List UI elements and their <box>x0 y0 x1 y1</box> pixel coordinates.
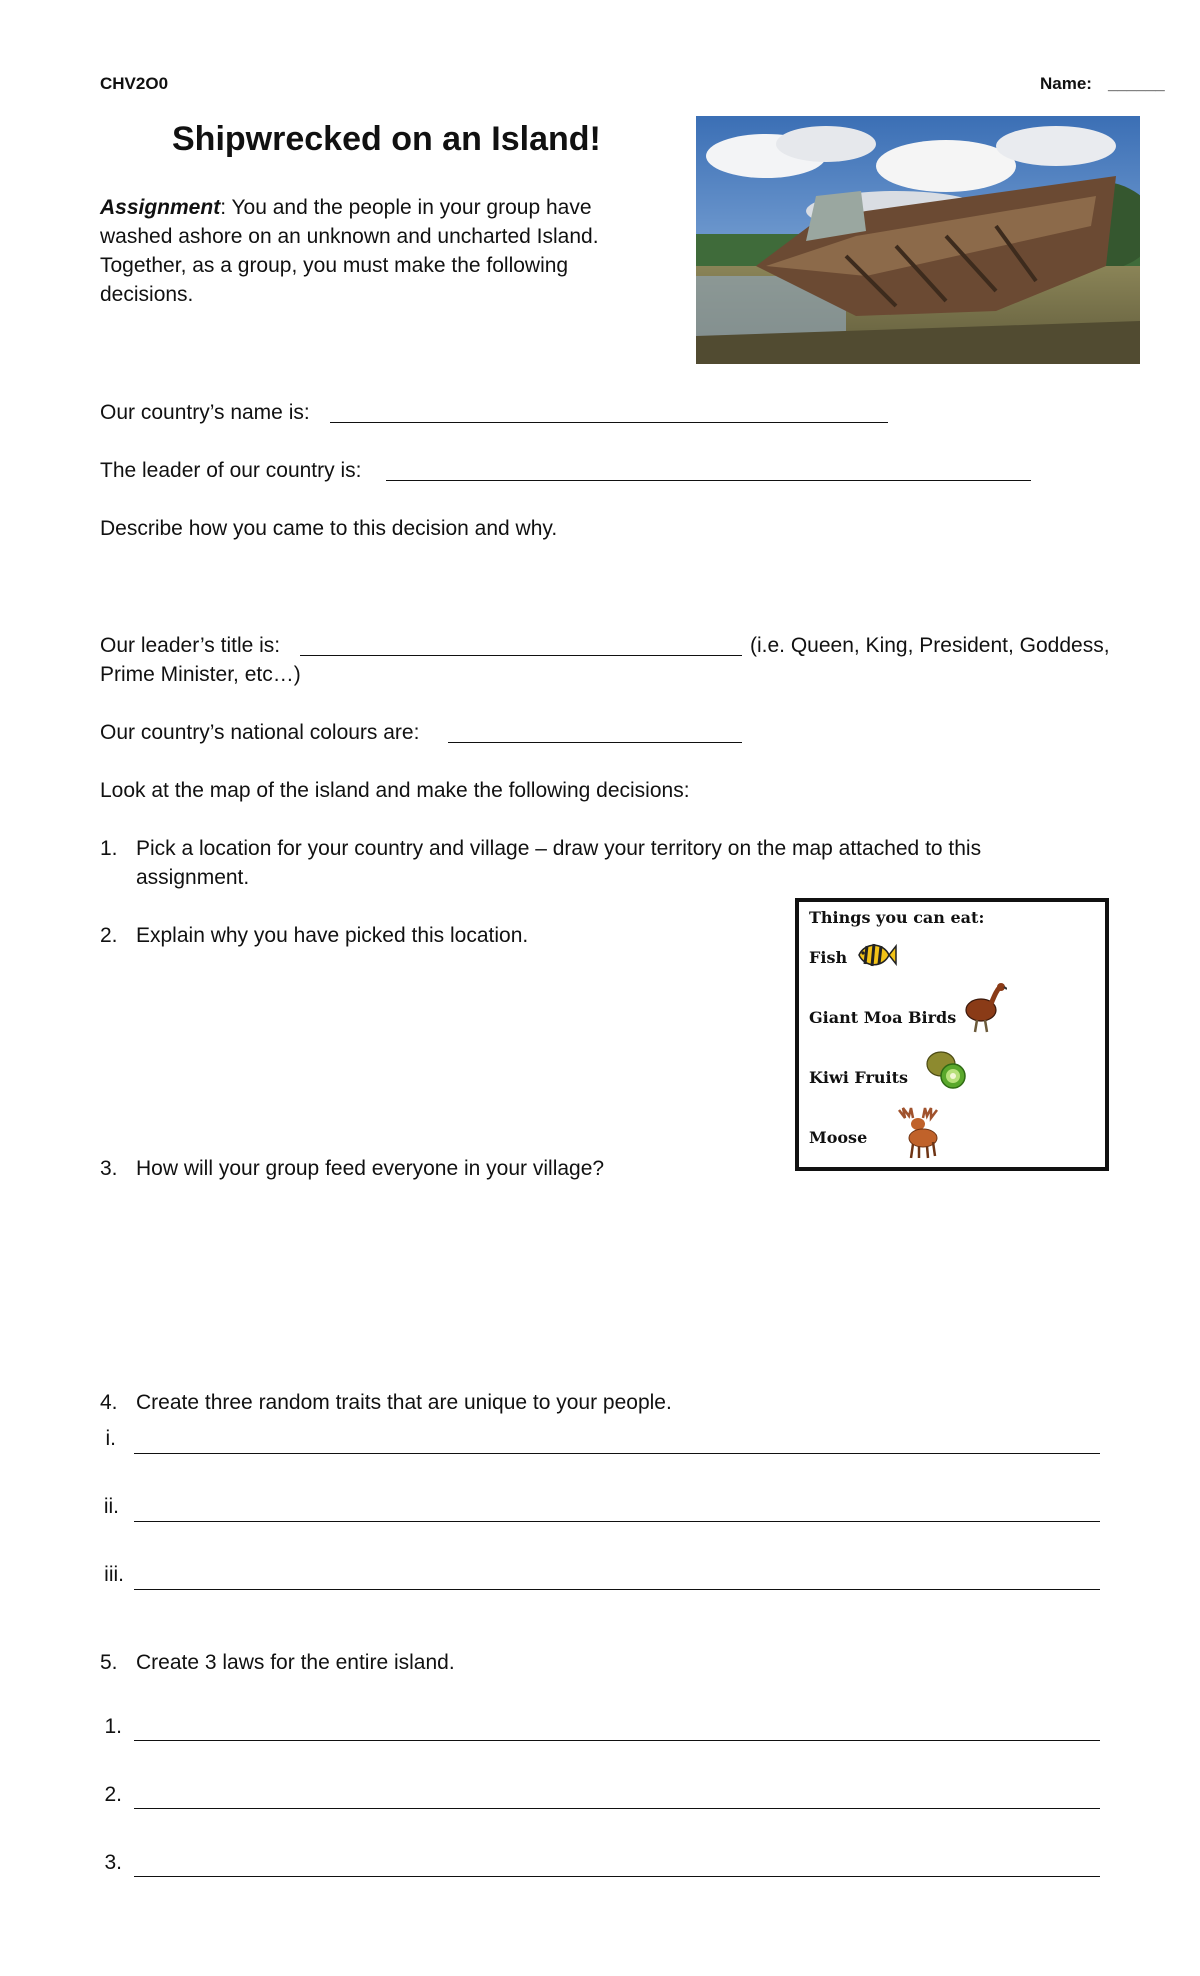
law-numeral-1: 1. <box>104 1715 122 1738</box>
assignment-paragraph <box>100 193 599 309</box>
kiwi-fruit-icon <box>925 1048 969 1092</box>
fish-icon <box>855 938 897 972</box>
question-5-number: 5. <box>100 1651 118 1674</box>
question-2-text: Explain why you have picked this location. <box>136 924 529 947</box>
national-colours-label: Our country’s national colours are: <box>100 721 420 744</box>
describe-decision-prompt: Describe how you came to this decision and why. <box>100 517 558 540</box>
trait-numeral-3: iii. <box>104 1563 124 1586</box>
trait-2-blank[interactable] <box>134 1521 1100 1522</box>
page-title: Shipwrecked on an Island! <box>172 120 601 158</box>
national-colours-blank[interactable] <box>448 742 742 743</box>
food-item-moose: Moose <box>809 1128 868 1147</box>
trait-numeral-1: i. <box>105 1427 116 1450</box>
leader-label: The leader of our country is: <box>100 459 362 482</box>
leader-blank[interactable] <box>386 480 1031 481</box>
leader-title-hint-cont: Prime Minister, etc…) <box>100 663 301 686</box>
question-3-text: How will your group feed everyone in your village? <box>136 1157 605 1180</box>
food-item-moa: Giant Moa Birds <box>809 1008 957 1027</box>
question-5-text: Create 3 laws for the entire island. <box>136 1651 455 1674</box>
question-2-number: 2. <box>100 924 118 947</box>
law-3-blank[interactable] <box>134 1876 1100 1877</box>
assignment-line-3: Together, as a group, you must make the following <box>100 254 569 277</box>
law-numeral-2: 2. <box>104 1783 122 1806</box>
law-2-blank[interactable] <box>134 1808 1100 1809</box>
food-item-kiwi: Kiwi Fruits <box>809 1068 909 1087</box>
food-box-title: Things you can eat: <box>809 908 985 927</box>
name-label: Name: <box>1040 74 1092 93</box>
question-1-line-2: assignment. <box>136 866 250 889</box>
assignment-line-4: decisions. <box>100 283 194 306</box>
trait-numeral-2: ii. <box>103 1495 119 1518</box>
law-numeral-3: 3. <box>104 1851 122 1874</box>
question-1-line-1: Pick a location for your country and village – draw your territory on the map attached to this <box>136 837 982 860</box>
trait-3-blank[interactable] <box>134 1589 1100 1590</box>
food-box <box>795 898 1109 1171</box>
question-4-text: Create three random traits that are unique to your people. <box>136 1391 672 1414</box>
leader-title-label: Our leader’s title is: <box>100 634 281 657</box>
course-code: CHV2O0 <box>100 74 169 93</box>
assignment-line-1: : You and the people in your group have <box>220 196 592 219</box>
question-1-number: 1. <box>100 837 118 860</box>
moa-bird-icon <box>963 982 1007 1034</box>
leader-title-hint: (i.e. Queen, King, President, Goddess, <box>750 634 1110 657</box>
trait-1-blank[interactable] <box>134 1453 1100 1454</box>
food-item-fish: Fish <box>809 948 848 967</box>
assignment-line-2: washed ashore on an unknown and uncharted Island. <box>100 225 599 248</box>
country-name-label: Our country’s name is: <box>100 401 310 424</box>
name-blank: ______ <box>1108 74 1165 93</box>
moose-icon <box>895 1104 945 1160</box>
question-3-number: 3. <box>100 1157 118 1180</box>
shipwreck-photo <box>696 116 1140 364</box>
question-4-number: 4. <box>100 1391 118 1414</box>
law-1-blank[interactable] <box>134 1740 1100 1741</box>
leader-title-blank[interactable] <box>300 655 742 656</box>
country-name-blank[interactable] <box>330 422 888 423</box>
assignment-label: Assignment <box>100 196 221 219</box>
map-intro: Look at the map of the island and make the following decisions: <box>100 779 690 802</box>
